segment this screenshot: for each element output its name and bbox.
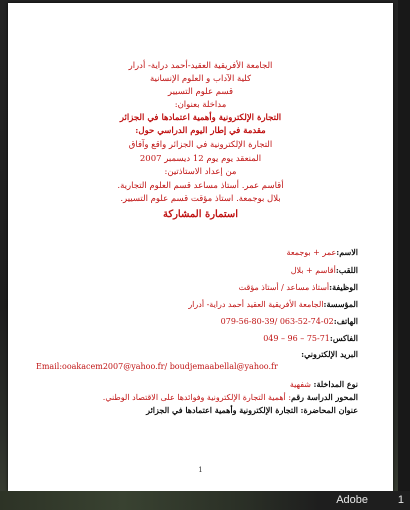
author-2: بلال بوجمعة. استاذ مؤقت قسم علوم التسيير. <box>120 194 281 204</box>
field-axis: المحور الدراسة رقم: أهمية التجارة الإلكترونية وفوائدها على الاقتصاد الوطني. <box>102 392 358 402</box>
field-axis-value: أهمية التجارة الإلكترونية وفوائدها على الاقتصاد الوطني. <box>102 393 286 402</box>
app-label: Adobe <box>336 494 368 506</box>
page-number: 1 <box>198 466 203 474</box>
field-job-label: الوظيفة: <box>329 282 358 292</box>
study-day-title: التجارة الإلكترونية في الجزائر واقع وآفاق <box>128 140 273 150</box>
field-job-value: أستاذ مساعد / أستاذ مؤقت <box>238 283 330 292</box>
intervention-title: التجارة الإلكترونية وأهمية اعتمادها في الجزائر <box>119 113 282 123</box>
department-name: قسم علوم التسيير <box>167 87 234 97</box>
field-axis-label: المحور الدراسة رقم <box>291 392 358 402</box>
field-institution-label: المؤسسة: <box>323 299 358 309</box>
field-phone-value: 079-56-80-39/ 063-52-74-02 <box>220 317 334 326</box>
field-phone <box>221 316 358 327</box>
event-date: المنعقد يوم يوم 12 ديسمبر 2007 <box>139 154 262 164</box>
university-name: الجامعة الأفريقية العقيد-أحمد دراية- أدرار <box>128 61 273 71</box>
field-surname-value: أقاسم + بلال <box>290 266 336 275</box>
intervention-heading: مداخلة بعنوان: <box>174 100 227 110</box>
field-institution <box>188 299 358 310</box>
author-1: أقاسم عمر. أستاذ مساعد قسم العلوم التجارية. <box>117 181 284 191</box>
field-type <box>290 379 358 390</box>
field-fax-label: الفاكس: <box>329 333 358 343</box>
faculty-name: كلية الآداب و العلوم الإنسانية <box>149 74 251 84</box>
page-indicator[interactable]: 1 <box>397 494 404 506</box>
authors-heading: من إعداد الاستاذتين: <box>164 167 237 177</box>
document-page <box>8 3 393 491</box>
form-title: استمارة المشاركة <box>162 209 239 220</box>
field-surname-label: اللقب: <box>335 265 358 275</box>
field-lecture-title-label: عنوان المحاضرة: <box>300 405 358 415</box>
field-surname <box>291 265 358 276</box>
field-fax <box>263 333 358 344</box>
field-email <box>301 349 358 360</box>
field-type-value: شفهية <box>289 380 311 389</box>
viewer-scroll-strip[interactable] <box>398 0 410 491</box>
field-name-value: عمر + بوجمعة <box>286 248 337 257</box>
field-email-value[interactable]: Email:ooakacem2007@yahoo.fr/ boudjemaabellal@yahoo.fr <box>36 362 278 371</box>
field-institution-value: الجامعة الأفريقية العقيد أحمد دراية- أدرار <box>188 300 324 309</box>
field-email-label: البريد الإلكتروني: <box>301 349 358 359</box>
field-type-label: نوع المداخلة: <box>313 379 358 389</box>
field-lecture-title-value: التجارة الإلكترونية وأهمية اعتمادها في الجزائر <box>146 405 298 415</box>
field-fax-value: 049 – 96 – 75-71 <box>263 334 330 343</box>
field-name-label: الاسم: <box>336 247 358 257</box>
field-job <box>239 282 358 293</box>
field-name <box>287 247 358 258</box>
field-phone-label: الهاتف: <box>333 316 358 326</box>
study-day-heading: مقدمة في إطار اليوم الدراسي حول: <box>135 126 266 136</box>
field-lecture-title <box>146 405 358 416</box>
